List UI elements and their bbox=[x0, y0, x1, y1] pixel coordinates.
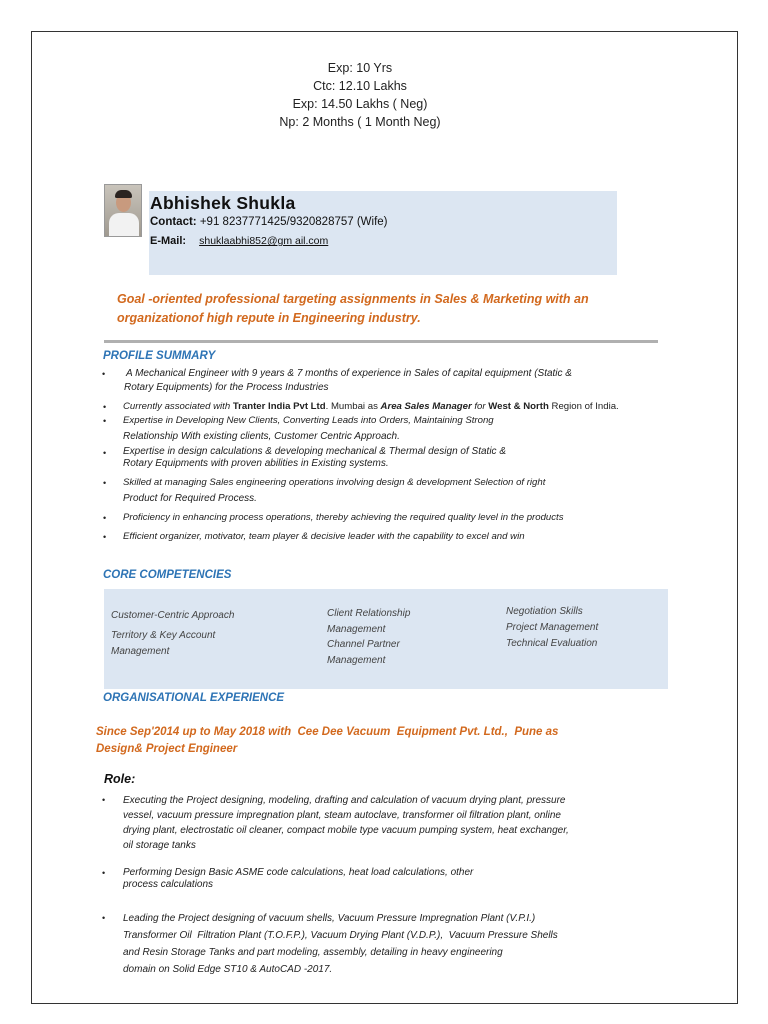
candidate-name: Abhishek Shukla bbox=[150, 193, 296, 213]
core-competencies-title: CORE COMPETENCIES bbox=[103, 569, 232, 581]
competency-item: Technical Evaluation bbox=[506, 638, 598, 649]
profile-summary-title: PROFILE SUMMARY bbox=[103, 350, 216, 362]
competency-item: Project Management bbox=[506, 622, 599, 633]
competency-item: Territory & Key Account Management bbox=[111, 630, 216, 657]
career-objective: Goal -oriented professional targeting assignments in Sales & Marketing with an organizationof high repute in Engineering industry. bbox=[117, 292, 589, 325]
competency-item: Client Relationship Management bbox=[327, 608, 411, 635]
experience-years: Exp: 10 Yrs bbox=[327, 61, 393, 75]
current-ctc: Ctc: 12.10 Lakhs bbox=[313, 79, 407, 93]
organisational-experience-title: ORGANISATIONAL EXPERIENCE bbox=[103, 692, 285, 704]
profile-bullet: • Currently associated with Tranter India Pvt Ltd. Mumbai as Area Sales Manager for West & North Region of India. bbox=[103, 401, 619, 412]
profile-bullet: • Skilled at managing Sales engineering operations involving design & development Selection of right Product for Required Process. bbox=[103, 477, 546, 504]
competency-item: Negotiation Skills bbox=[506, 606, 583, 617]
role-label: Role: bbox=[104, 772, 136, 786]
competency-item: Channel Partner Management bbox=[327, 639, 400, 666]
contact-line bbox=[150, 216, 388, 228]
contact-phone: +91 8237771425/9320828757 (Wife) bbox=[199, 216, 388, 228]
profile-bullet: • Proficiency in enhancing process operations, thereby achieving the required quality level in the products bbox=[103, 512, 564, 523]
contact-label: Contact: bbox=[150, 216, 197, 228]
role-bullet: • Leading the Project designing of vacuum shells, Vacuum Pressure Impregnation Plant (V.P.I.) Transformer Oil Filtration Plant (T.O.F.P.), Vacuum Drying Plant (V.D.P.), Vacuum Pressure Shells and Resin Storage Tanks and part modeling, assembly, detailing in heavy engineering domain on Solid Edge ST10 & AutoCAD -2017. bbox=[102, 913, 558, 975]
job-title: Since Sep'2014 up to May 2018 with Cee Dee Vacuum Equipment Pvt. Ltd., Pune as Design& Project Engineer bbox=[96, 726, 559, 755]
email-label: E-Mail: bbox=[150, 235, 187, 247]
divider bbox=[104, 340, 658, 343]
profile-bullet: • Expertise in design calculations & developing mechanical & Thermal design of Static & Rotary Equipments with proven abilities in Existing systems. bbox=[103, 446, 506, 469]
profile-photo bbox=[104, 184, 142, 237]
notice-period: Np: 2 Months ( 1 Month Neg) bbox=[279, 115, 441, 129]
email-line bbox=[150, 235, 328, 247]
competency-item: Customer-Centric Approach bbox=[111, 610, 235, 621]
role-bullet: • Performing Design Basic ASME code calculations, heat load calculations, other process calculations bbox=[102, 867, 474, 890]
profile-bullet: • A Mechanical Engineer with 9 years & 7 months of experience in Sales of capital equipment (Static & Rotary Equipments) for the Process Industries bbox=[102, 368, 572, 393]
expected-ctc: Exp: 14.50 Lakhs ( Neg) bbox=[292, 97, 428, 111]
profile-bullet: • Expertise in Developing New Clients, Converting Leads into Orders, Maintaining Strong Relationship With existing clients, Customer Centric Approach. bbox=[103, 415, 494, 442]
email-link[interactable]: shuklaabhi852@gm ail.com bbox=[199, 235, 329, 247]
profile-bullet: • Efficient organizer, motivator, team player & decisive leader with the capability to excel and win bbox=[103, 531, 525, 542]
role-bullet: • Executing the Project designing, modeling, drafting and calculation of vacuum drying plant, pressure vessel, vacuum pressure impregnation plant, steam autoclave, transformer oil filtration plant, online drying plant, electrostatic oil cleaner, compact mobile type vacuum pumping system, heat exchanger, oil storage tanks bbox=[102, 795, 569, 851]
